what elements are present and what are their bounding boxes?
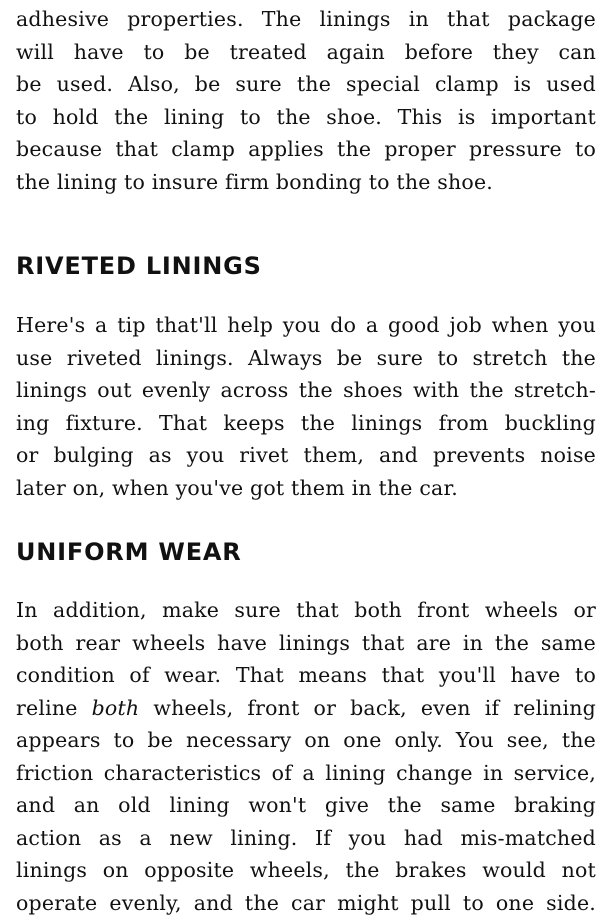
text-line: or bulging as you rivet them, and prevents noise: [16, 443, 596, 467]
text-line: both rear wheels have linings that are in the same: [16, 630, 596, 655]
text-line: appears to be necessary on one only. You see, the: [16, 728, 596, 752]
text-line: adhesive properties. The linings in that package: [16, 7, 596, 31]
section-heading-riveted-linings: RIVETED LININGS: [16, 252, 262, 280]
text-line: be used. Also, be sure the special clamp is used: [16, 72, 596, 96]
text-line: later on, when you've got them in the car.: [16, 475, 458, 500]
text-line-with-emphasis: [16, 692, 596, 725]
text-line: friction characteristics of a lining change in service,: [16, 760, 596, 785]
text-line: and an old lining won't give the same braking: [16, 793, 596, 817]
text-line: operate evenly, and the car might pull to one side.: [16, 890, 596, 915]
paragraph-riveted-linings: [16, 309, 596, 504]
text-line: to hold the lining to the shoe. This is important: [16, 104, 596, 129]
text-line: action as a new lining. If you had mis-matched: [16, 825, 596, 850]
text-line: because that clamp applies the proper pressure to: [16, 137, 596, 161]
text-line: use riveted linings. Always be sure to stretch the: [16, 345, 596, 370]
paragraph-adhesive: [16, 3, 596, 198]
text-run: reline: [16, 695, 92, 720]
text-line: Here's a tip that'll help you do a good job when you: [16, 313, 596, 337]
text-line: In addition, make sure that both front wheels or: [16, 598, 596, 622]
section-heading-uniform-wear: UNIFORM WEAR: [16, 538, 242, 566]
text-line: linings out evenly across the shoes with the stretch-: [16, 378, 596, 402]
text-line: ing fixture. That keeps the linings from buckling: [16, 410, 596, 435]
text-line: condition of wear. That means that you'll have to: [16, 663, 596, 687]
emphasized-word: both: [91, 695, 140, 720]
paragraph-uniform-wear: [16, 594, 596, 919]
text-line: the lining to insure firm bonding to the shoe.: [16, 169, 494, 194]
text-run: wheels, front or back, even if relining: [139, 695, 596, 720]
text-line: linings on opposite wheels, the brakes would not: [16, 858, 596, 882]
text-line: will have to be treated again before they can: [16, 39, 596, 64]
